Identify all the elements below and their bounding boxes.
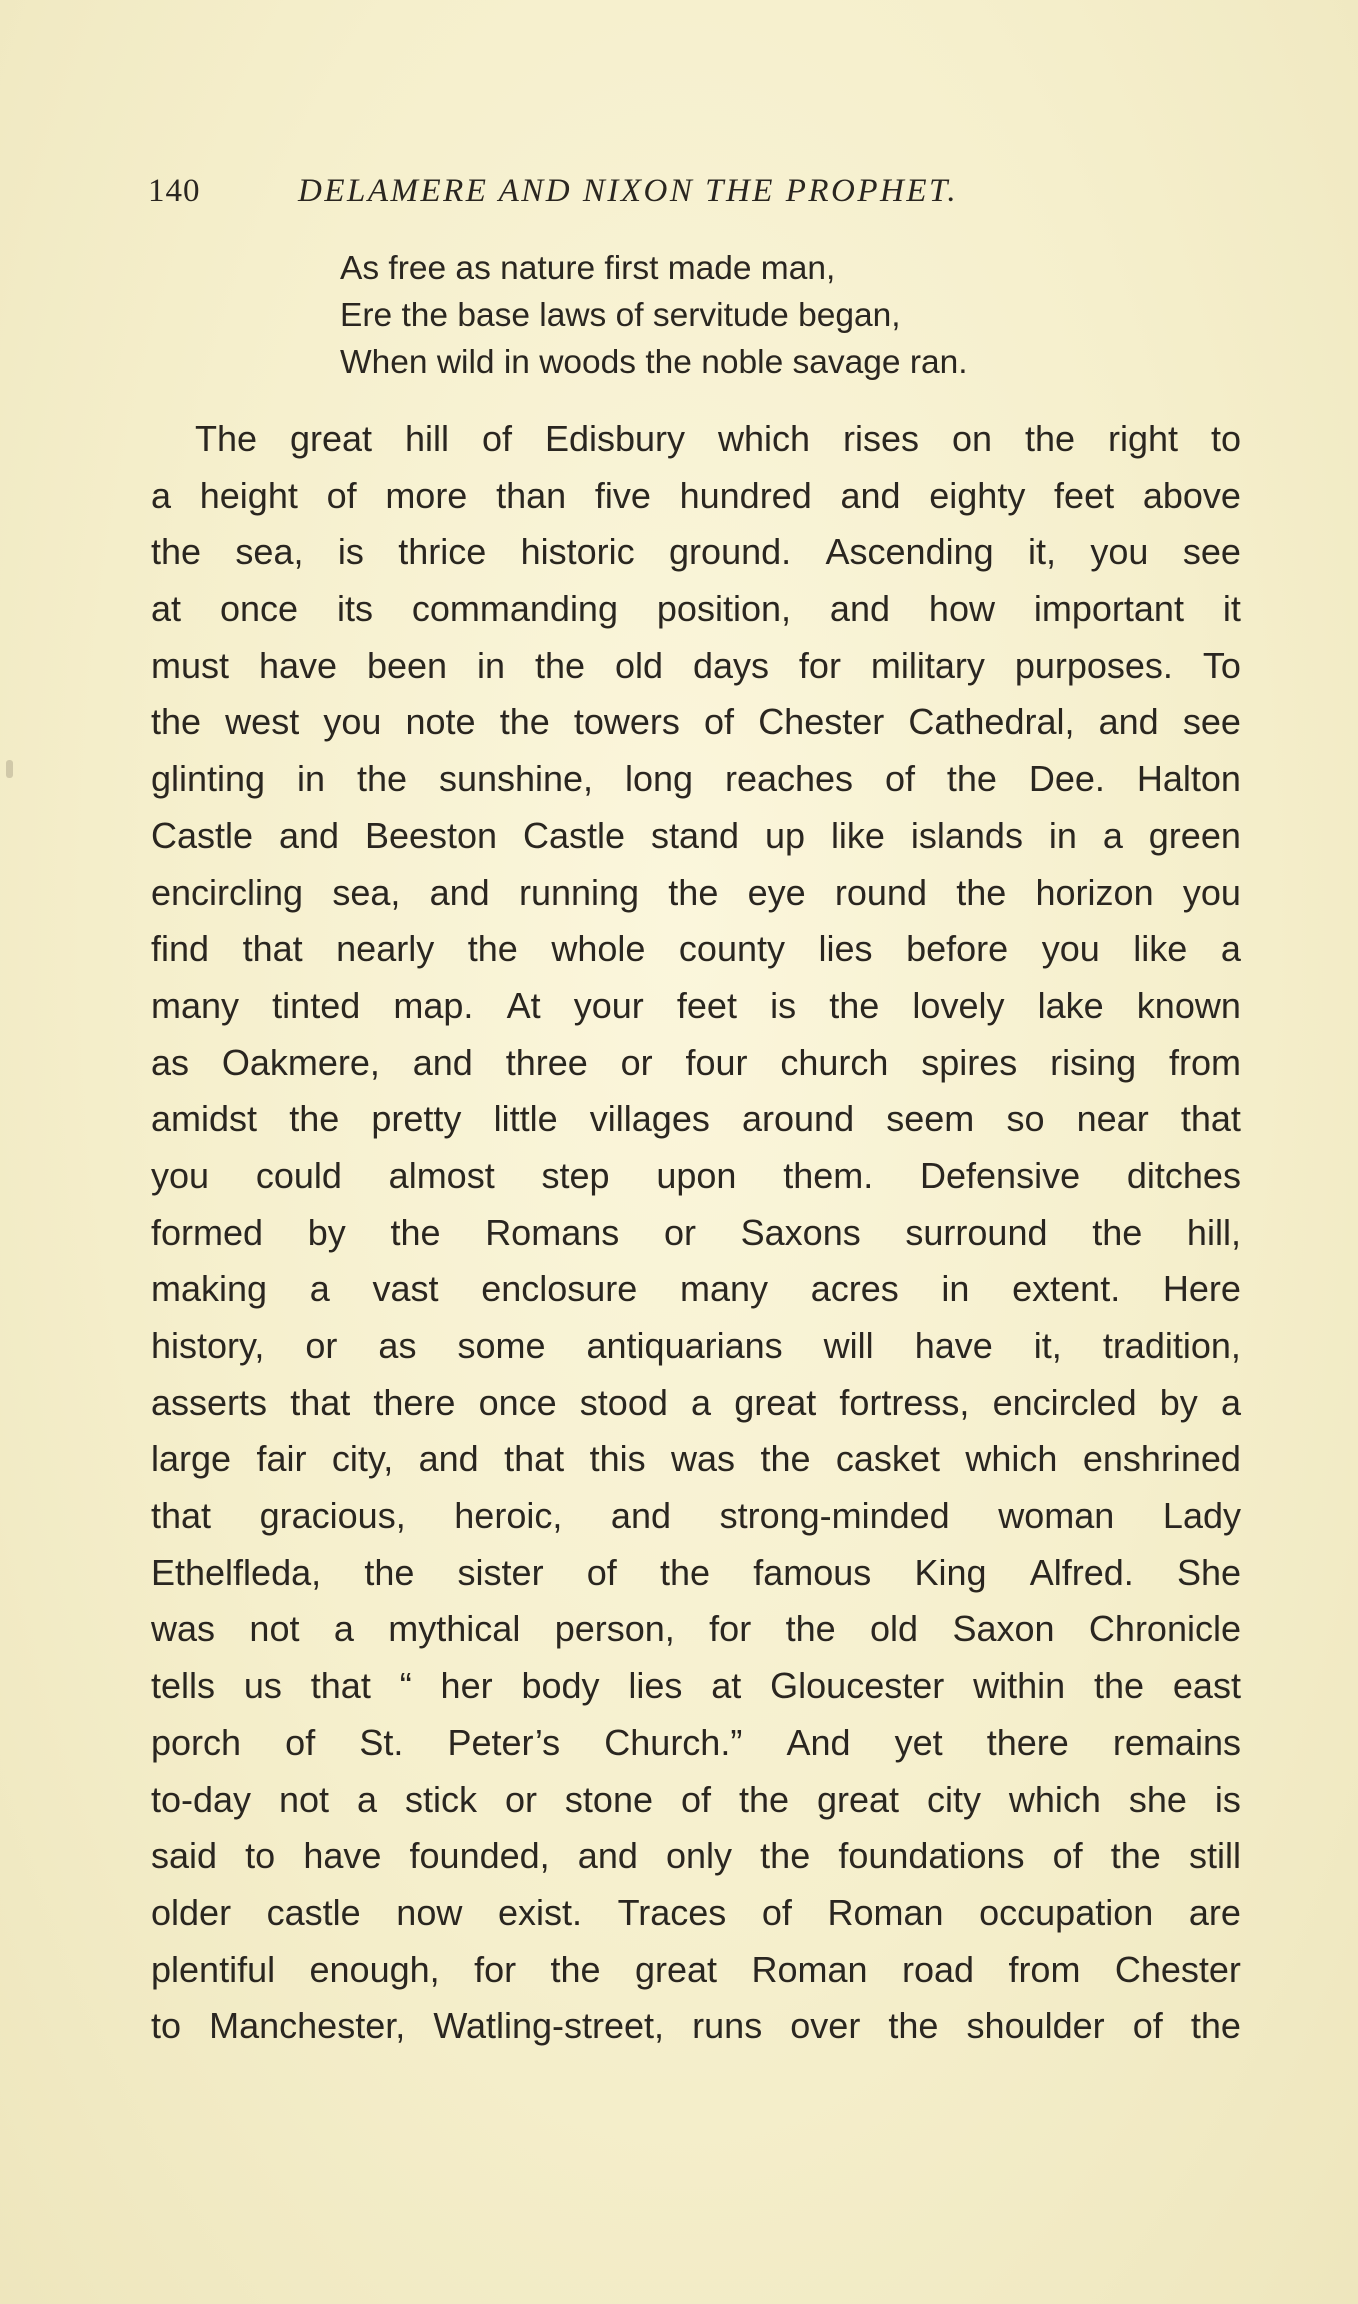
text-line: formed by the Romans or Saxons surround the hill, bbox=[151, 1211, 1241, 1253]
text-line: at once its commanding position, and how important it bbox=[151, 588, 1241, 630]
text-line: must have been in the old days for military purposes. To bbox=[151, 644, 1241, 686]
text-line: glinting in the sunshine, long reaches of the Dee. Halton bbox=[151, 758, 1241, 800]
text-line: a height of more than five hundred and eighty feet above bbox=[151, 474, 1241, 516]
running-header bbox=[148, 168, 1248, 214]
text-line: Ethelfleda, the sister of the famous King Alfred. She bbox=[151, 1551, 1241, 1593]
text-line: you could almost step upon them. Defensive ditches bbox=[151, 1154, 1241, 1196]
text-line: the west you note the towers of Chester Cathedral, and see bbox=[151, 701, 1241, 743]
verse-line: When wild in woods the noble savage ran. bbox=[340, 344, 968, 381]
text-line: as Oakmere, and three or four church spires rising from bbox=[151, 1041, 1241, 1083]
text-line: older castle now exist. Traces of Roman occupation are bbox=[151, 1891, 1241, 1933]
text-line: The great hill of Edisbury which rises on the right to bbox=[195, 418, 1241, 459]
text-line: porch of St. Peter’s Church.” And yet there remains bbox=[151, 1721, 1241, 1763]
verse-line: Ere the base laws of servitude began, bbox=[340, 297, 901, 334]
text-line: many tinted map. At your feet is the lovely lake known bbox=[151, 984, 1241, 1026]
margin-speck bbox=[6, 760, 13, 778]
text-line: to-day not a stick or stone of the great city which she is bbox=[151, 1778, 1241, 1820]
text-line: tells us that “ her body lies at Gloucester within the east bbox=[151, 1665, 1241, 1707]
text-line: making a vast enclosure many acres in extent. Here bbox=[151, 1268, 1241, 1310]
verse-quotation bbox=[340, 245, 1140, 386]
verse-line: As free as nature first made man, bbox=[340, 250, 836, 287]
running-title: DELAMERE AND NIXON THE PROPHET. bbox=[298, 173, 959, 209]
text-line: the sea, is thrice historic ground. Ascending it, you see bbox=[151, 531, 1241, 573]
page-number: 140 bbox=[148, 173, 201, 209]
text-line: asserts that there once stood a great fortress, encircled by a bbox=[151, 1381, 1241, 1423]
text-line: amidst the pretty little villages around seem so near that bbox=[151, 1098, 1241, 1140]
text-line: said to have founded, and only the foundations of the still bbox=[151, 1835, 1241, 1877]
text-line: find that nearly the whole county lies before you like a bbox=[151, 928, 1241, 970]
text-line: history, or as some antiquarians will have it, tradition, bbox=[151, 1325, 1241, 1366]
text-line: encircling sea, and running the eye round the horizon you bbox=[151, 871, 1241, 913]
text-line: large fair city, and that this was the casket which enshrined bbox=[151, 1438, 1241, 1480]
text-line: to Manchester, Watling-street, runs over the shoulder of the bbox=[151, 2005, 1241, 2047]
text-line: Castle and Beeston Castle stand up like islands in a green bbox=[151, 814, 1241, 856]
text-line: that gracious, heroic, and strong-minded woman Lady bbox=[151, 1495, 1241, 1537]
text-line: plentiful enough, for the great Roman road from Chester bbox=[151, 1948, 1241, 1990]
body-paragraph bbox=[151, 411, 1241, 2055]
text-line: was not a mythical person, for the old Saxon Chronicle bbox=[151, 1608, 1241, 1650]
